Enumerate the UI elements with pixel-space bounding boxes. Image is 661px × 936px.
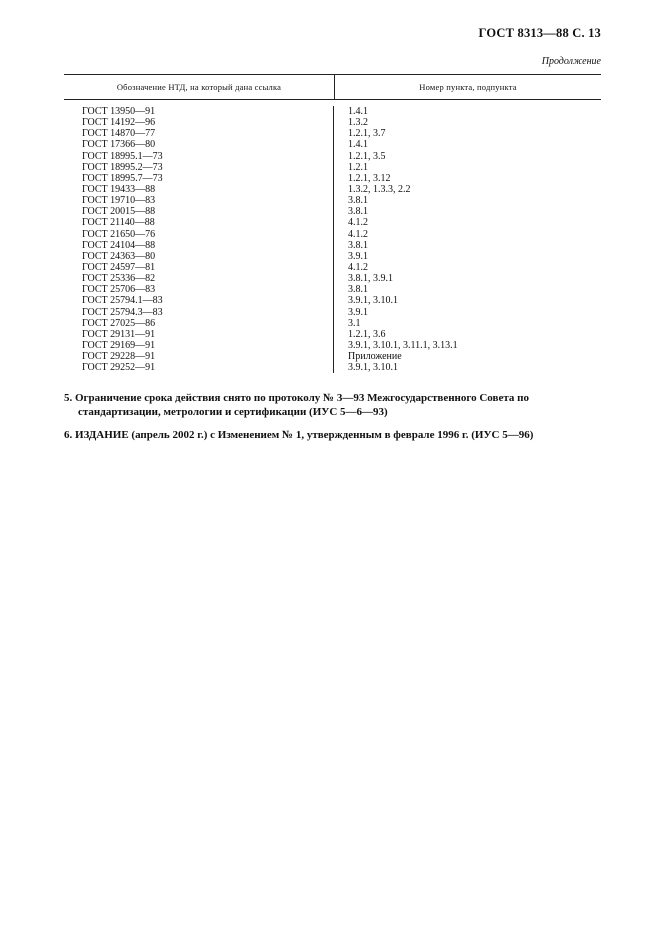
note-5-line-2: стандартизации, метрологии и сертификации (ИУС 5—6—93) xyxy=(78,406,388,418)
table-cell-document: ГОСТ 29252—91 xyxy=(82,362,156,374)
table-cell-clause: 3.9.1 xyxy=(348,306,368,318)
reference-table xyxy=(64,74,601,373)
table-cell-clause: 1.2.1, 3.7 xyxy=(348,128,386,140)
table-cell-clause: 3.8.1 xyxy=(348,239,368,251)
table-cell-clause: 3.8.1 xyxy=(348,195,368,207)
note-6-text: ИЗДАНИЕ (апрель 2002 г.) с Изменением № 1, утвержденным в феврале 1996 г. (ИУС 5—96) xyxy=(75,429,534,441)
table-cell-document: ГОСТ 18995.7—73 xyxy=(82,172,163,184)
table-cell-clause: 3.9.1 xyxy=(348,250,368,262)
table-cell-clause: Приложение xyxy=(348,351,402,363)
table-cell-document: ГОСТ 24363—80 xyxy=(82,250,156,262)
table-cell-document: ГОСТ 18995.2—73 xyxy=(82,161,163,173)
table-cell-clause: 1.3.2 xyxy=(348,117,368,129)
note-6-number: 6. xyxy=(64,429,73,441)
continuation-label: Продолжение xyxy=(541,56,601,67)
table-cell-clause: 4.1.2 xyxy=(348,261,368,273)
table-cell-clause: 1.2.1, 3.12 xyxy=(348,172,391,184)
table-cell-document: ГОСТ 14870—77 xyxy=(82,128,156,140)
table-cell-document: ГОСТ 29131—91 xyxy=(82,328,156,340)
table-cell-document: ГОСТ 25794.1—83 xyxy=(82,295,163,307)
page-header: ГОСТ 8313—88 С. 13 xyxy=(478,26,601,40)
table-cell-clause: 3.8.1 xyxy=(348,206,368,218)
table-cell-clause: 3.9.1, 3.10.1 xyxy=(348,295,398,307)
table-cell-clause: 1.2.1 xyxy=(348,161,368,173)
table-cell-document: ГОСТ 25706—83 xyxy=(82,284,156,296)
table-cell-document: ГОСТ 27025—86 xyxy=(82,317,156,329)
table-cell-document: ГОСТ 18995.1—73 xyxy=(82,150,163,162)
note-5-number: 5. xyxy=(64,392,73,404)
column-header-document: Обозначение НТД, на который дана ссылка xyxy=(64,75,335,99)
table-cell-document: ГОСТ 29169—91 xyxy=(82,339,156,351)
document-column xyxy=(64,106,334,373)
table-cell-clause: 4.1.2 xyxy=(348,228,368,240)
table-cell-clause: 3.1 xyxy=(348,317,361,329)
table-cell-clause: 1.2.1, 3.5 xyxy=(348,150,386,162)
table-cell-clause: 3.9.1, 3.10.1, 3.11.1, 3.13.1 xyxy=(348,339,458,351)
table-cell-document: ГОСТ 19433—88 xyxy=(82,183,156,195)
table-cell-clause: 1.2.1, 3.6 xyxy=(348,328,386,340)
table-cell-clause: 3.8.1 xyxy=(348,284,368,296)
table-cell-clause: 1.3.2, 1.3.3, 2.2 xyxy=(348,183,411,195)
table-header-row xyxy=(64,74,601,100)
table-cell-document: ГОСТ 24597—81 xyxy=(82,261,156,273)
table-cell-document: ГОСТ 24104—88 xyxy=(82,239,156,251)
table-cell-document: ГОСТ 25336—82 xyxy=(82,273,156,285)
clause-column xyxy=(334,106,601,373)
table-cell-document: ГОСТ 17366—80 xyxy=(82,139,156,151)
table-cell-document: ГОСТ 21140—88 xyxy=(82,217,155,229)
note-5-text: Ограничение срока действия снято по протоколу № 3—93 Межгосударственного Совета по xyxy=(75,392,529,404)
table-cell-document: ГОСТ 13950—91 xyxy=(82,106,156,117)
note-6 xyxy=(64,428,601,442)
table-cell-clause: 3.9.1, 3.10.1 xyxy=(348,362,398,374)
table-cell-clause: 1.4.1 xyxy=(348,106,368,117)
note-5 xyxy=(64,391,601,419)
table-cell-clause: 4.1.2 xyxy=(348,217,368,229)
table-cell-document: ГОСТ 21650—76 xyxy=(82,228,156,240)
table-cell-document: ГОСТ 25794.3—83 xyxy=(82,306,163,318)
table-cell-clause: 1.4.1 xyxy=(348,139,368,151)
table-cell-document: ГОСТ 14192—96 xyxy=(82,117,156,129)
table-cell-document: ГОСТ 20015—88 xyxy=(82,206,156,218)
table-cell-document: ГОСТ 29228—91 xyxy=(82,351,156,363)
table-cell-clause: 3.8.1, 3.9.1 xyxy=(348,273,393,285)
column-header-clause: Номер пункта, подпункта xyxy=(419,82,517,92)
table-cell-document: ГОСТ 19710—83 xyxy=(82,195,156,207)
note-5-line-1 xyxy=(64,391,601,405)
table-body xyxy=(64,100,601,373)
